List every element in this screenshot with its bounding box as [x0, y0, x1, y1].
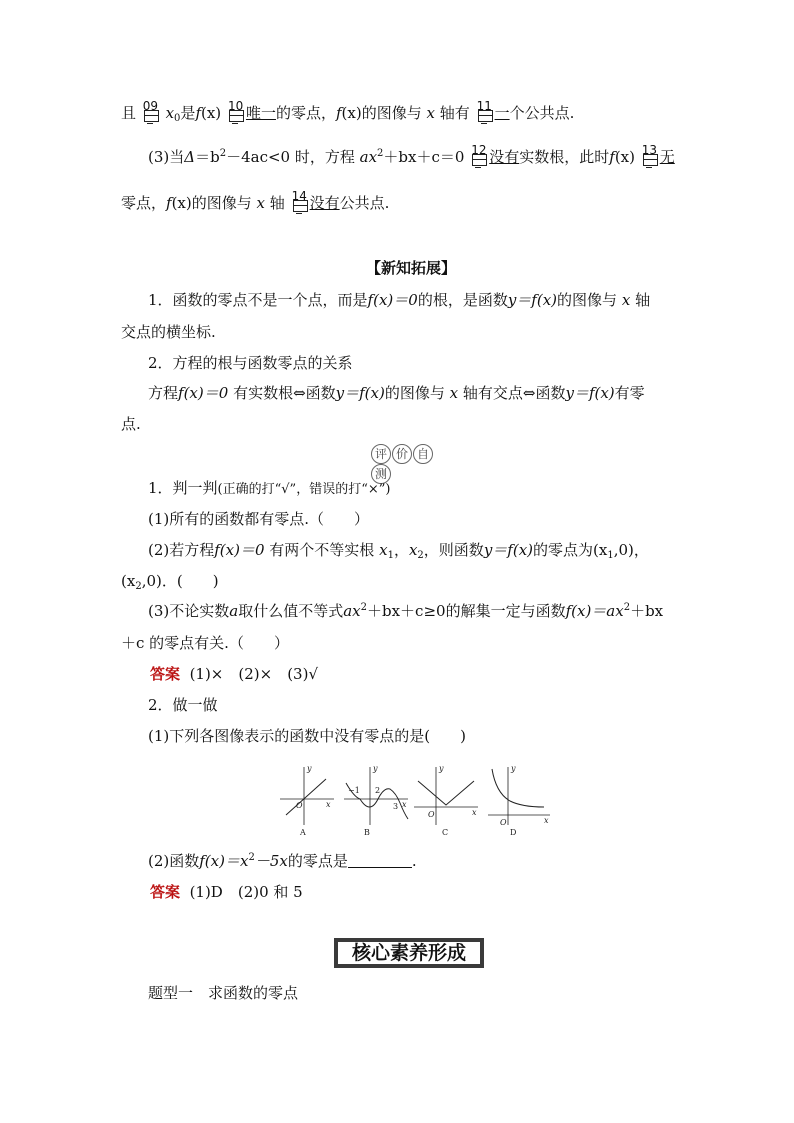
- func-f: f: [335, 104, 342, 122]
- tick-label: 2: [375, 786, 381, 795]
- graph-a: [280, 764, 334, 835]
- text: ＝b: [195, 148, 220, 166]
- subscript: 2: [135, 581, 142, 592]
- text: －4ac<0 时，方程: [226, 148, 355, 166]
- graph-c: [414, 764, 478, 835]
- function-graphs: [274, 763, 554, 835]
- equation: －5x: [254, 852, 288, 870]
- blank-number: 09: [142, 99, 159, 113]
- question-2-title: 2．做一做: [148, 696, 218, 714]
- text: (x): [614, 148, 635, 166]
- answer-text: 唯一: [245, 104, 276, 122]
- var-x: x: [426, 104, 435, 122]
- paragraph-zero-point-uniqueness: [121, 99, 575, 124]
- fill-in-blank[interactable]: [348, 853, 412, 868]
- section-title: 【新知拓展】: [366, 259, 457, 277]
- question-2-item-2: [148, 851, 417, 871]
- knowledge-point-3: [148, 383, 645, 403]
- axis-label: y: [511, 764, 516, 773]
- answer-blank-11: [476, 99, 493, 122]
- var-x: x: [449, 384, 459, 402]
- stamp-char: 自: [413, 444, 433, 464]
- question-1-title: [148, 478, 390, 500]
- axis-label: x: [544, 816, 549, 825]
- superscript: 2: [219, 148, 227, 159]
- answer-label: 答案: [150, 883, 181, 901]
- topic-heading: 题型一 求函数的零点: [148, 984, 299, 1002]
- text: ,0)．( ): [141, 572, 219, 590]
- stamp-char: 评: [371, 444, 391, 464]
- text: (3)不论实数: [148, 602, 230, 620]
- superscript: 2: [248, 852, 255, 863]
- stamp-char: 测: [371, 464, 391, 484]
- question-1-item-3-continued: ＋c 的零点有关.（ ）: [121, 634, 289, 652]
- text: 有实数根⇔函数: [233, 384, 336, 402]
- question-1-answer: [150, 664, 318, 684]
- answer-label: 答案: [150, 665, 181, 683]
- text: ＋bx＋c≥0的解集一定与函数: [367, 602, 566, 620]
- graph-label: A: [300, 828, 306, 835]
- stamp-char: 价: [392, 444, 412, 464]
- knowledge-point-2: 2．方程的根与函数零点的关系: [148, 354, 353, 372]
- var-x: x: [165, 104, 175, 122]
- text: 的零点为(x: [533, 541, 608, 559]
- var-x: x: [408, 541, 418, 559]
- subscript: 2: [417, 550, 424, 561]
- axis-label: y: [439, 764, 444, 773]
- text: 轴有: [439, 104, 470, 122]
- banner-text: 核心素养形成: [337, 941, 481, 965]
- question-2-item-1: (1)下列各图像表示的函数中没有零点的是( ): [148, 727, 466, 745]
- paragraph-negative-discriminant: [148, 143, 675, 167]
- equation: f(x)＝0: [178, 384, 229, 402]
- var-x: x: [379, 541, 388, 559]
- answer-text: (1)× (2)× (3)√: [189, 665, 319, 683]
- origin-label: O: [296, 801, 303, 810]
- text: (x: [121, 572, 136, 590]
- text: (x): [341, 104, 362, 122]
- text: 公共点.: [339, 194, 390, 212]
- blank-number: 12: [471, 143, 487, 157]
- blank-number: 14: [291, 189, 307, 203]
- equation: f(x)＝0: [367, 291, 418, 309]
- graph-label: B: [364, 828, 370, 835]
- text: 轴有交点⇔函数: [462, 384, 566, 402]
- subscript: 0: [174, 113, 181, 124]
- text: ＋bx＋c＝0: [383, 148, 465, 166]
- answer-blank-12: [471, 143, 487, 166]
- answer-blank-13: [641, 143, 658, 166]
- text: 的零点，: [275, 104, 336, 122]
- text: (3)当: [148, 148, 185, 166]
- var-x: x: [621, 291, 631, 309]
- blank-number: 11: [476, 99, 492, 113]
- text: 轴: [269, 194, 285, 212]
- subscript: 1: [607, 550, 614, 561]
- answer-blank-09: [142, 99, 159, 122]
- text: .: [411, 852, 417, 870]
- answer-blank-14: [291, 189, 308, 212]
- paragraph-no-intersection: [121, 189, 390, 213]
- knowledge-point-1: [148, 290, 650, 310]
- blank-number: 10: [227, 99, 244, 113]
- text: 的零点是: [287, 852, 348, 870]
- instruction-note: (正确的打“√”，错误的打“×”): [217, 482, 391, 497]
- answer-text: 一: [494, 104, 510, 122]
- question-2-answer: [150, 882, 303, 902]
- equation: y＝f(x): [335, 384, 385, 402]
- text: 个公共点.: [509, 104, 575, 122]
- section-banner: [334, 938, 484, 968]
- superscript: 2: [377, 148, 384, 159]
- axis-label: x: [472, 808, 477, 817]
- text: 方程: [148, 384, 179, 402]
- blank-number: 13: [641, 143, 658, 157]
- equation: y＝f(x): [507, 291, 558, 309]
- subscript: 1: [387, 550, 394, 561]
- text: 的图像与: [384, 384, 445, 402]
- axis-label: y: [373, 764, 378, 773]
- text: ，: [393, 541, 409, 559]
- origin-label: O: [428, 810, 435, 819]
- text: 的根，是函数: [417, 291, 508, 309]
- graph-d: [488, 764, 550, 835]
- question-1-item-1: (1)所有的函数都有零点.（ ）: [148, 510, 370, 528]
- axis-label: x: [326, 800, 331, 809]
- graph-b: [344, 764, 408, 835]
- answer-text: 无: [659, 148, 675, 166]
- tick-label: −1: [348, 786, 360, 795]
- equation: y＝f(x): [483, 541, 534, 559]
- func-f: f: [609, 148, 615, 166]
- func-f: f: [195, 104, 201, 122]
- var-x: x: [256, 194, 266, 212]
- text: 取什么值不等式: [238, 602, 344, 620]
- func-f: f: [166, 194, 172, 212]
- equation: f(x)＝ax: [565, 602, 624, 620]
- origin-label: O: [500, 818, 507, 827]
- equation: y＝f(x): [565, 384, 615, 402]
- question-1-item-2-continued: [121, 571, 219, 591]
- text: 且: [121, 104, 137, 122]
- var-a: a: [229, 602, 239, 620]
- text: ax: [359, 148, 378, 166]
- question-1-item-3: [148, 601, 663, 621]
- text: 有零: [614, 384, 645, 402]
- tick-label: 3: [393, 802, 399, 811]
- text: 实数根，此时: [519, 148, 610, 166]
- text: ax: [343, 602, 361, 620]
- delta-symbol: Δ: [184, 148, 196, 166]
- answer-blank-10: [227, 99, 244, 122]
- knowledge-point-3-continued: 点.: [121, 415, 141, 433]
- question-1-item-2: [148, 540, 649, 560]
- text: 有两个不等实根: [269, 541, 375, 559]
- text: 轴: [635, 291, 651, 309]
- text: ,0)，: [613, 541, 649, 559]
- answer-text: 没有: [489, 148, 520, 166]
- knowledge-point-1-continued: 交点的横坐标.: [121, 323, 216, 341]
- text: (2)函数: [148, 852, 200, 870]
- answer-text: 没有: [309, 194, 340, 212]
- self-assessment-stamp: [371, 444, 453, 481]
- answer-text: (1)D (2)0 和 5: [189, 883, 303, 901]
- superscript: 2: [623, 602, 631, 613]
- text: 的图像与: [557, 291, 618, 309]
- equation: f(x)＝0: [214, 541, 265, 559]
- text: (x): [201, 104, 222, 122]
- text: ＋bx: [630, 602, 664, 620]
- graph-label: C: [442, 828, 449, 835]
- text: 的图像与: [191, 194, 252, 212]
- text: ，则函数: [423, 541, 484, 559]
- text: 零点，: [121, 194, 167, 212]
- text: 是: [180, 104, 196, 122]
- text: 1．函数的零点不是一个点，而是: [148, 291, 368, 309]
- text: (x): [171, 194, 192, 212]
- graph-label: D: [510, 828, 517, 835]
- superscript: 2: [360, 602, 367, 613]
- text: (2)若方程: [148, 541, 215, 559]
- axis-label: y: [307, 764, 312, 773]
- axis-label: x: [402, 800, 407, 809]
- text: 的图像与: [361, 104, 422, 122]
- text: 1．判一判: [148, 479, 218, 497]
- equation: f(x)＝x: [199, 852, 249, 870]
